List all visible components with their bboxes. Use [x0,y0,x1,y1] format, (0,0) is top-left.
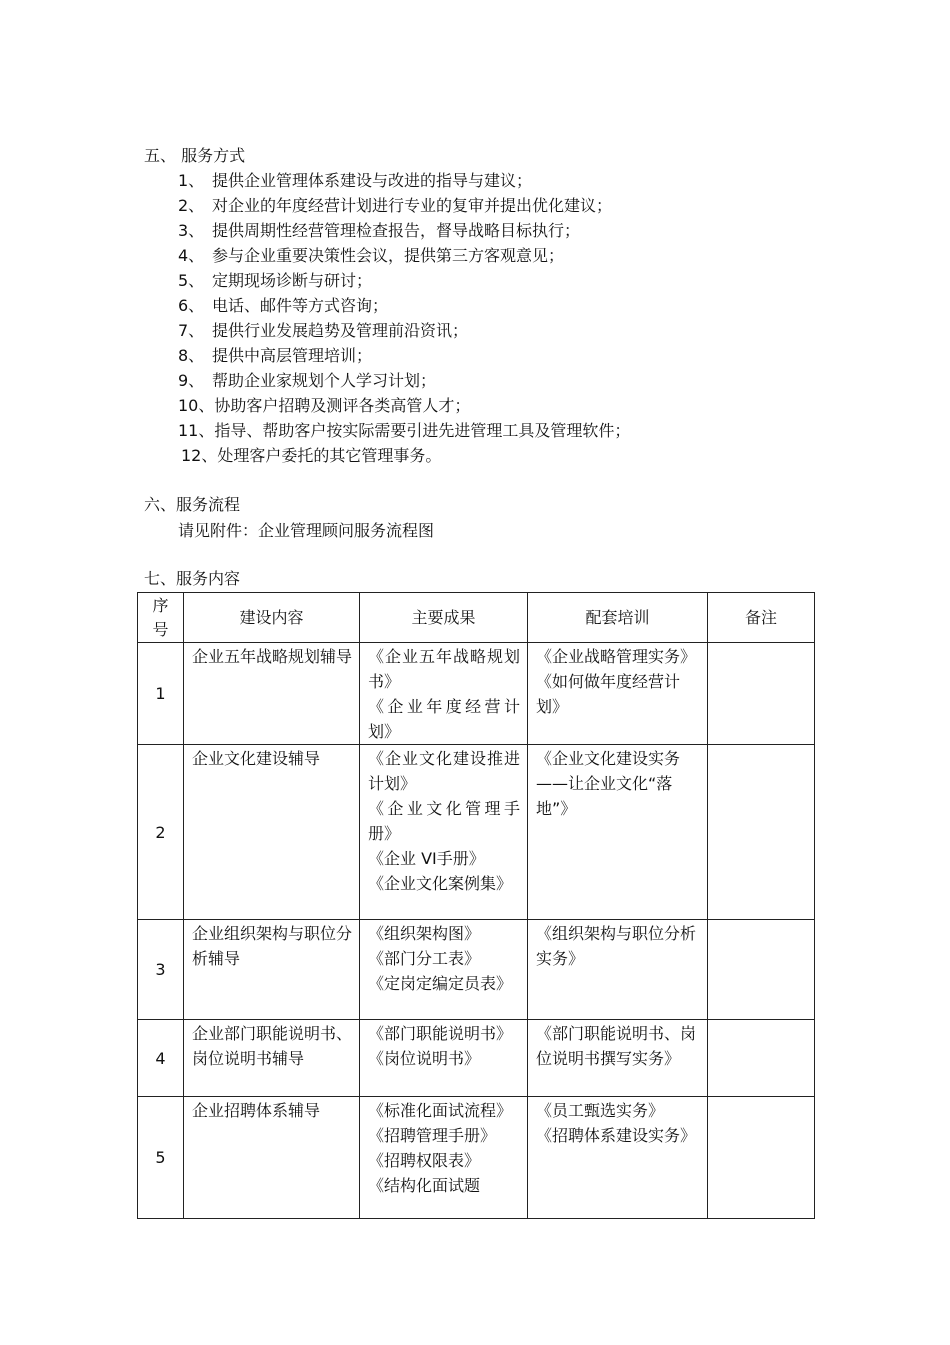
list-item [178,268,630,293]
list-item-text: 定期现场诊断与研讨； [212,271,373,290]
row-results [360,1020,528,1097]
result-list [360,1097,527,1198]
table-header-row [138,593,815,643]
row-training [528,643,708,745]
table-row [138,920,815,1020]
training-list [528,920,707,971]
content-text: 企业文化建设辅导 [192,749,321,768]
header-no-text: 序号 [152,595,169,639]
row-remark [708,1020,815,1097]
service-method-list [178,168,630,468]
training-list [528,1097,707,1148]
list-item [178,393,630,418]
list-item-text: 提供企业管理体系建设与改进的指导与建议； [212,171,533,190]
row-results [360,920,528,1020]
row-results [360,643,528,745]
row-results [360,1097,528,1219]
row-training [528,1097,708,1219]
training-item: 《企业文化建设实务——让企业文化“落地”》 [536,749,681,818]
result-item: 《组织架构图》 [368,924,481,943]
content-text: 企业招聘体系辅导 [192,1101,321,1120]
list-item [178,418,630,443]
list-item-text: 指导、帮助客户按实际需要引进先进管理工具及管理软件； [214,421,631,440]
list-item-number: 10、 [178,396,215,415]
result-item: 《部门职能说明书》 [368,1024,513,1043]
list-item-number: 6、 [178,296,205,315]
header-training: 配套培训 [528,593,708,643]
row-number: 2 [138,745,184,920]
row-content [184,1097,360,1219]
list-item-text: 提供中高层管理培训； [212,346,373,365]
result-item: 《企业文化管理手册》 [368,799,520,843]
result-item: 《企业文化案例集》 [368,874,513,893]
row-training [528,1020,708,1097]
content-text: 企业组织架构与职位分析辅导 [192,924,353,968]
attachment-note: 请见附件：企业管理顾问服务流程图 [178,521,435,540]
row-content [184,745,360,920]
result-item: 《结构化面试题 [368,1176,481,1195]
result-item: 《招聘权限表》 [368,1151,481,1170]
result-item: 《企业五年战略规划书》 [368,647,520,691]
list-item-text: 电话、邮件等方式咨询； [212,296,389,315]
list-item-number: 7、 [178,321,205,340]
row-number: 4 [138,1020,184,1097]
result-item: 《岗位说明书》 [368,1049,481,1068]
row-content [184,643,360,745]
result-item: 《企业年度经营计划》 [368,697,520,741]
list-item-text: 处理客户委托的其它管理事务。 [217,446,442,465]
header-content: 建设内容 [184,593,360,643]
list-item-number: 8、 [178,346,205,365]
list-item [178,218,630,243]
row-content [184,920,360,1020]
table-row [138,1020,815,1097]
list-item [178,293,630,318]
training-item: 《招聘体系建设实务》 [536,1126,697,1145]
header-remark: 备注 [708,593,815,643]
result-item: 《部门分工表》 [368,949,481,968]
list-item-number: 1、 [178,171,205,190]
training-item: 《企业战略管理实务》 [536,647,697,666]
section-6-title: 六、服务流程 [144,495,241,514]
header-no [138,593,184,643]
result-item: 《企业文化建设推进计划》 [368,749,520,793]
row-training [528,745,708,920]
list-item-number: 5、 [178,271,205,290]
list-item [178,193,630,218]
section-5-title: 五、 服务方式 [144,146,246,165]
result-list [360,745,527,896]
list-item [178,443,630,468]
list-item-text: 帮助企业家规划个人学习计划； [212,371,437,390]
list-item-text: 参与企业重要决策性会议，提供第三方客观意见； [212,246,565,265]
table-row [138,643,815,745]
result-item: 《定岗定编定员表》 [368,974,513,993]
training-list [528,1020,707,1071]
list-item-text: 提供行业发展趋势及管理前沿资讯； [212,321,469,340]
row-content [184,1020,360,1097]
row-remark [708,643,815,745]
table-row [138,1097,815,1219]
training-item: 《组织架构与职位分析实务》 [536,924,697,968]
row-remark [708,920,815,1020]
list-item-text: 对企业的年度经营计划进行专业的复审并提出优化建议； [212,196,613,215]
list-item [178,243,630,268]
list-item-number: 9、 [178,371,205,390]
result-item: 《企业 VI手册》 [368,849,485,868]
content-text: 企业五年战略规划辅导 [192,647,353,666]
row-remark [708,745,815,920]
list-item-number: 12、 [181,446,218,465]
content-text: 企业部门职能说明书、岗位说明书辅导 [192,1024,353,1068]
list-item-number: 11、 [178,421,215,440]
list-item-number: 2、 [178,196,205,215]
row-results [360,745,528,920]
result-list [360,643,527,744]
service-content-table [137,592,815,1219]
list-item [178,343,630,368]
list-item-text: 协助客户招聘及测评各类高管人才； [214,396,471,415]
table-row [138,745,815,920]
row-number: 5 [138,1097,184,1219]
result-list [360,920,527,996]
list-item [178,318,630,343]
row-remark [708,1097,815,1219]
list-item-text: 提供周期性经营管理检查报告，督导战略目标执行； [212,221,581,240]
header-results: 主要成果 [360,593,528,643]
list-item [178,168,630,193]
training-item: 《如何做年度经营计划》 [536,672,681,716]
training-item: 《员工甄选实务》 [536,1101,665,1120]
section-7-title: 七、服务内容 [144,569,241,588]
list-item-number: 4、 [178,246,205,265]
row-training [528,920,708,1020]
list-item [178,368,630,393]
result-list [360,1020,527,1071]
row-number: 1 [138,643,184,745]
training-item: 《部门职能说明书、岗位说明书撰写实务》 [536,1024,697,1068]
result-item: 《标准化面试流程》 [368,1101,513,1120]
training-list [528,745,707,821]
training-list [528,643,707,719]
result-item: 《招聘管理手册》 [368,1126,497,1145]
row-number: 3 [138,920,184,1020]
list-item-number: 3、 [178,221,205,240]
